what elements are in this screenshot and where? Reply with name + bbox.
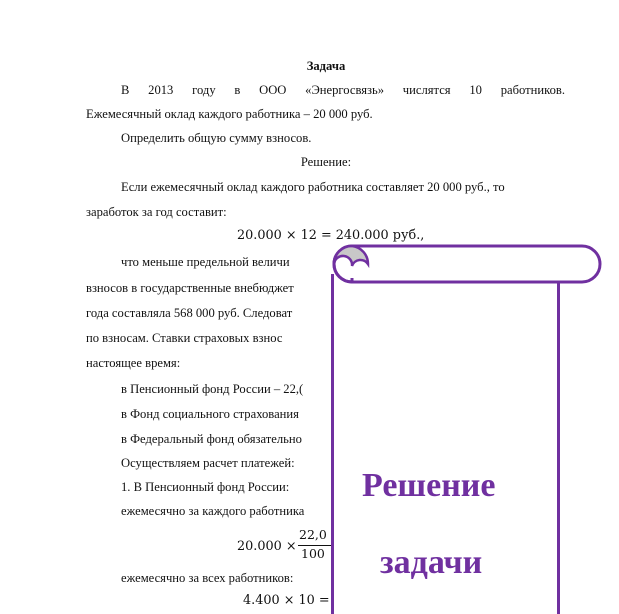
paragraph-intro-line2: Ежемесячный оклад каждого работника – 20 000 руб. [86,107,373,121]
task-statement: Определить общую сумму взносов. [121,131,312,145]
paragraph-limit-line3: года составляла 568 000 руб. Следоват [86,306,293,320]
monthly-all-label: ежемесячно за всех работников: [121,571,294,585]
monthly-each-label: ежемесячно за каждого работника [121,504,305,518]
task-title: Задача [306,59,346,73]
solution-heading: Решение: [300,155,352,169]
paragraph-salary-line1: Если ежемесячный оклад каждого работника составляет 20 000 руб., то [121,180,505,194]
equation-monthly-left: 20.000 × [237,539,297,554]
equation-total-partial: 4.400 × 10 = [243,593,330,608]
paragraph-limit-line5: настоящее время: [86,356,181,370]
equation-annual-salary: 20.000 × 12 = 240.000 руб., [237,228,425,243]
rate-pension: в Пенсионный фонд России – 22,( [121,382,304,396]
paragraph-limit-line1: что меньше предельной величи [121,255,290,269]
fraction-denominator: 100 [301,546,325,561]
rate-medical: в Федеральный фонд обязательно [121,432,302,446]
item-pension-fund: 1. В Пенсионный фонд России: [121,480,290,494]
rate-social: в Фонд социального страхования [121,407,299,421]
paragraph-limit-line2: взносов в государственные внебюджет [86,281,294,295]
scroll-top-roll [328,242,604,288]
calc-intro: Осуществляем расчет платежей: [121,456,295,470]
paragraph-salary-line2: заработок за год составит: [86,205,227,219]
scroll-title-line1: Решение [362,467,496,504]
paragraph-limit-line4: по взносам. Ставки страховых взнос [86,331,283,345]
paragraph-intro-line1: В 2013 году в ООО «Энергосвязь» числятся 10 работников. [121,83,565,97]
scroll-title-line2: задачи [380,544,483,581]
fraction-numerator: 22,0 [299,527,327,542]
